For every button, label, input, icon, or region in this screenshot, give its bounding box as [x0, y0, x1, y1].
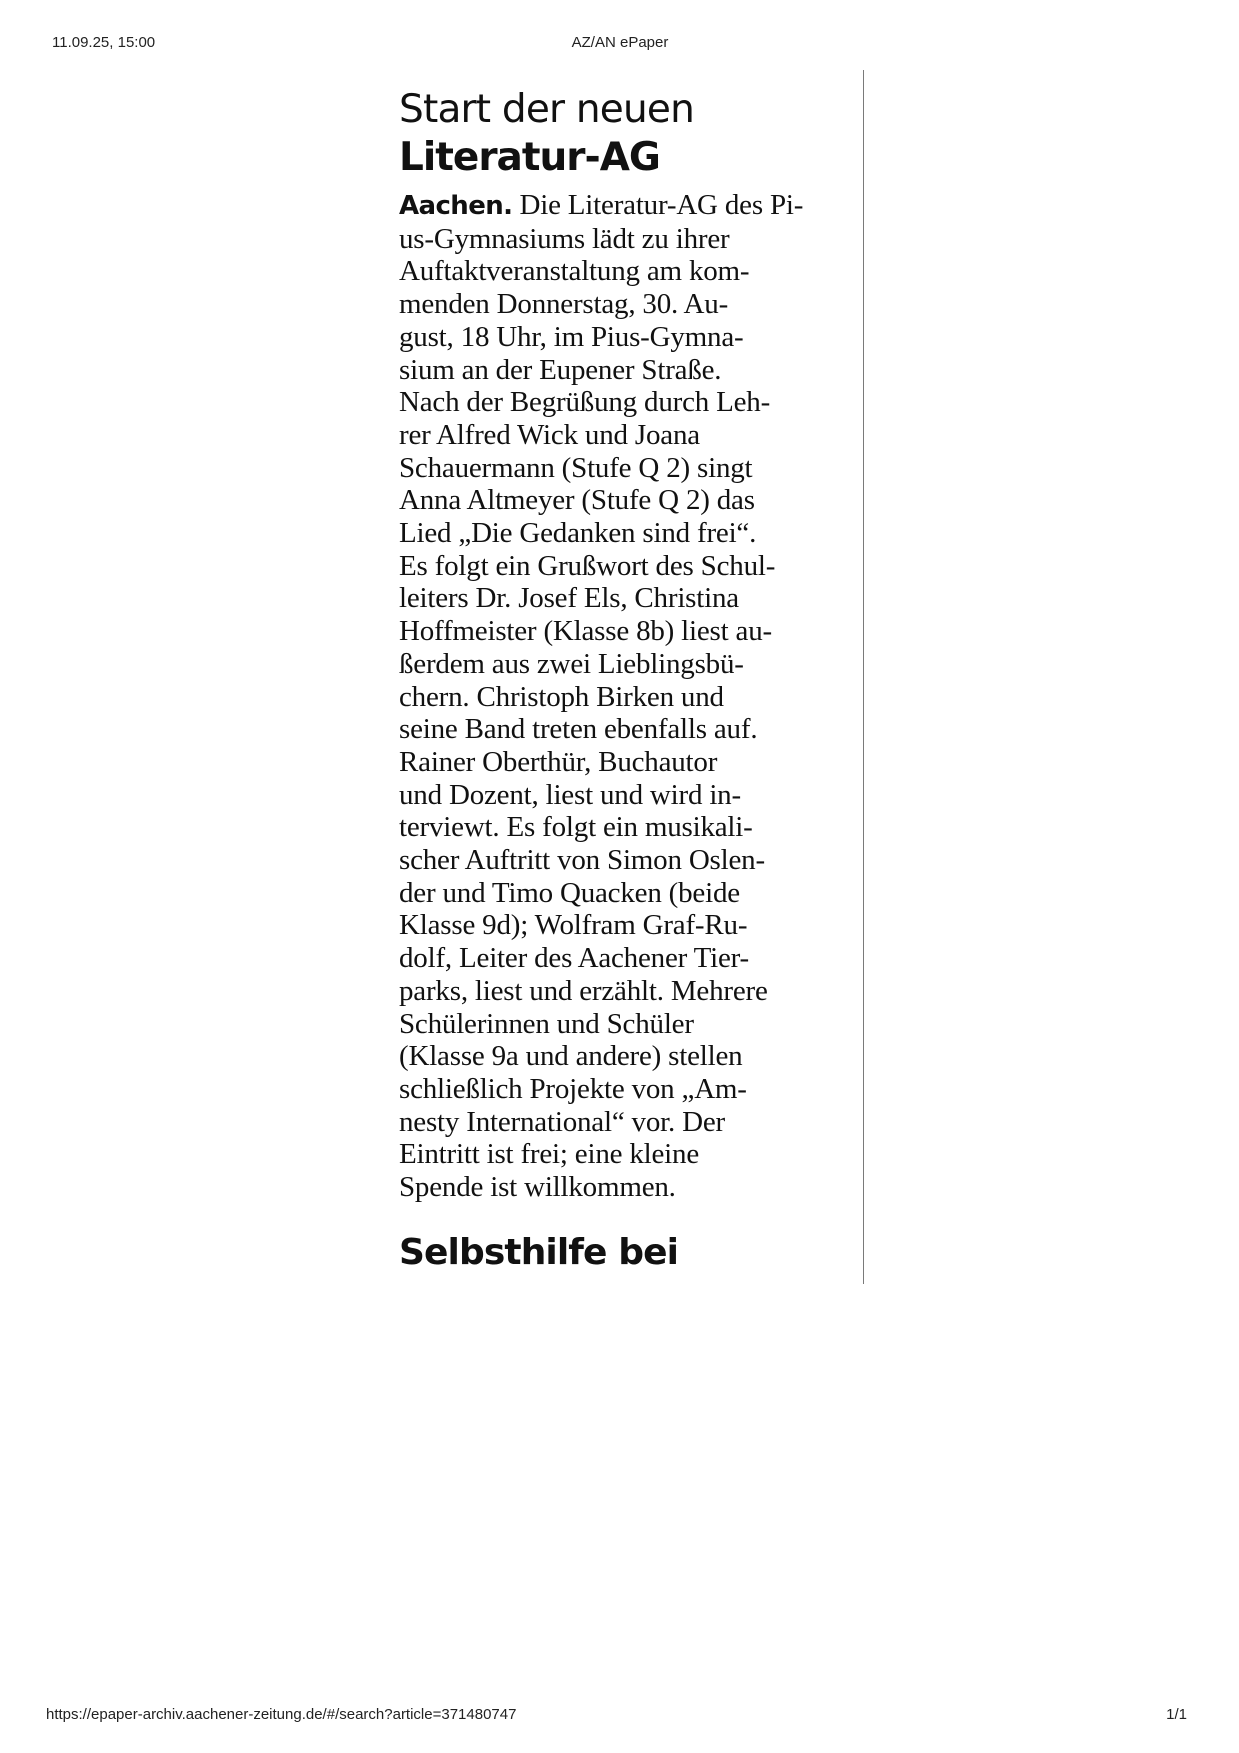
- article-body-line: Klasse 9d); Wolfram Graf-Ru-: [399, 909, 748, 942]
- article-body-line: scher Auftritt von Simon Oslen-: [399, 844, 765, 877]
- headline-line-2: Literatur-AG: [399, 135, 660, 180]
- article-body-line: schließlich Projekte von „Am-: [399, 1072, 747, 1105]
- article-body-line: Es folgt ein Grußwort des Schul-: [399, 549, 776, 582]
- newspaper-article: [399, 86, 843, 1278]
- next-article-subhead-bold: Selbsthilfe: [399, 1232, 607, 1273]
- article-body-line: Schauermann (Stufe Q 2) singt: [399, 451, 753, 484]
- article-body-line: Eintritt ist frei; eine kleine: [399, 1138, 700, 1171]
- article-body-line: gust, 18 Uhr, im Pius-Gymna-: [399, 320, 744, 353]
- article-body-line: Anna Altmeyer (Stufe Q 2) das: [399, 484, 755, 517]
- article-body-line: [399, 189, 843, 223]
- print-footer-url: https://epaper-archiv.aachener-zeitung.de/#/search?article=371480747: [46, 1706, 517, 1723]
- article-body-line: Schülerinnen und Schüler: [399, 1007, 694, 1040]
- article-body-line: us-Gymnasiums lädt zu ihrer: [399, 222, 730, 255]
- article-body-line: seine Band treten ebenfalls auf.: [399, 713, 758, 746]
- headline-line-1: Start der neuen: [399, 87, 694, 132]
- article-body-line: ßerdem aus zwei Lieblingsbü-: [399, 647, 744, 680]
- article-body-line: terviewt. Es folgt ein musikali-: [399, 811, 753, 844]
- column-divider: [863, 70, 864, 1284]
- article-body-line: leiters Dr. Josef Els, Christina: [399, 582, 739, 615]
- article-body-line: Auftaktveranstaltung am kom-: [399, 255, 750, 288]
- article-body-line: Lied „Die Gedanken sind frei“.: [399, 517, 757, 550]
- print-page-title: AZ/AN ePaper: [571, 34, 669, 51]
- article-body-line: rer Alfred Wick und Joana: [399, 418, 700, 451]
- article-body-line: Hoffmeister (Klasse 8b) liest au-: [399, 615, 772, 648]
- article-body-line: parks, liest und erzählt. Mehrere: [399, 974, 768, 1007]
- print-date-time: 11.09.25, 15:00: [52, 34, 156, 51]
- print-page-number: 1/1: [1166, 1706, 1187, 1723]
- article-body-line: (Klasse 9a und andere) stellen: [399, 1040, 743, 1073]
- article-body-line: nesty International“ vor. Der: [399, 1105, 725, 1138]
- article-body-line: Spende ist willkommen.: [399, 1171, 676, 1204]
- article-body-line: chern. Christoph Birken und: [399, 680, 724, 713]
- article-dateline: Aachen.: [399, 191, 513, 221]
- article-body-line: Rainer Oberthür, Buchautor: [399, 745, 718, 778]
- article-body: [399, 189, 843, 1204]
- article-body-line: dolf, Leiter des Aachener Tier-: [399, 942, 749, 975]
- article-body-line-text: Die Literatur-AG des Pi-: [512, 189, 804, 221]
- article-body-line: und Dozent, liest und wird in-: [399, 778, 741, 811]
- next-article-subhead: [399, 1232, 678, 1273]
- article-body-line: sium an der Eupener Straße.: [399, 353, 722, 386]
- article-body-line: der und Timo Quacken (beide: [399, 876, 740, 909]
- article-body-line: Nach der Begrüßung durch Leh-: [399, 386, 771, 419]
- article-body-line: menden Donnerstag, 30. Au-: [399, 288, 729, 321]
- next-article-subhead-regular: bei: [606, 1232, 679, 1273]
